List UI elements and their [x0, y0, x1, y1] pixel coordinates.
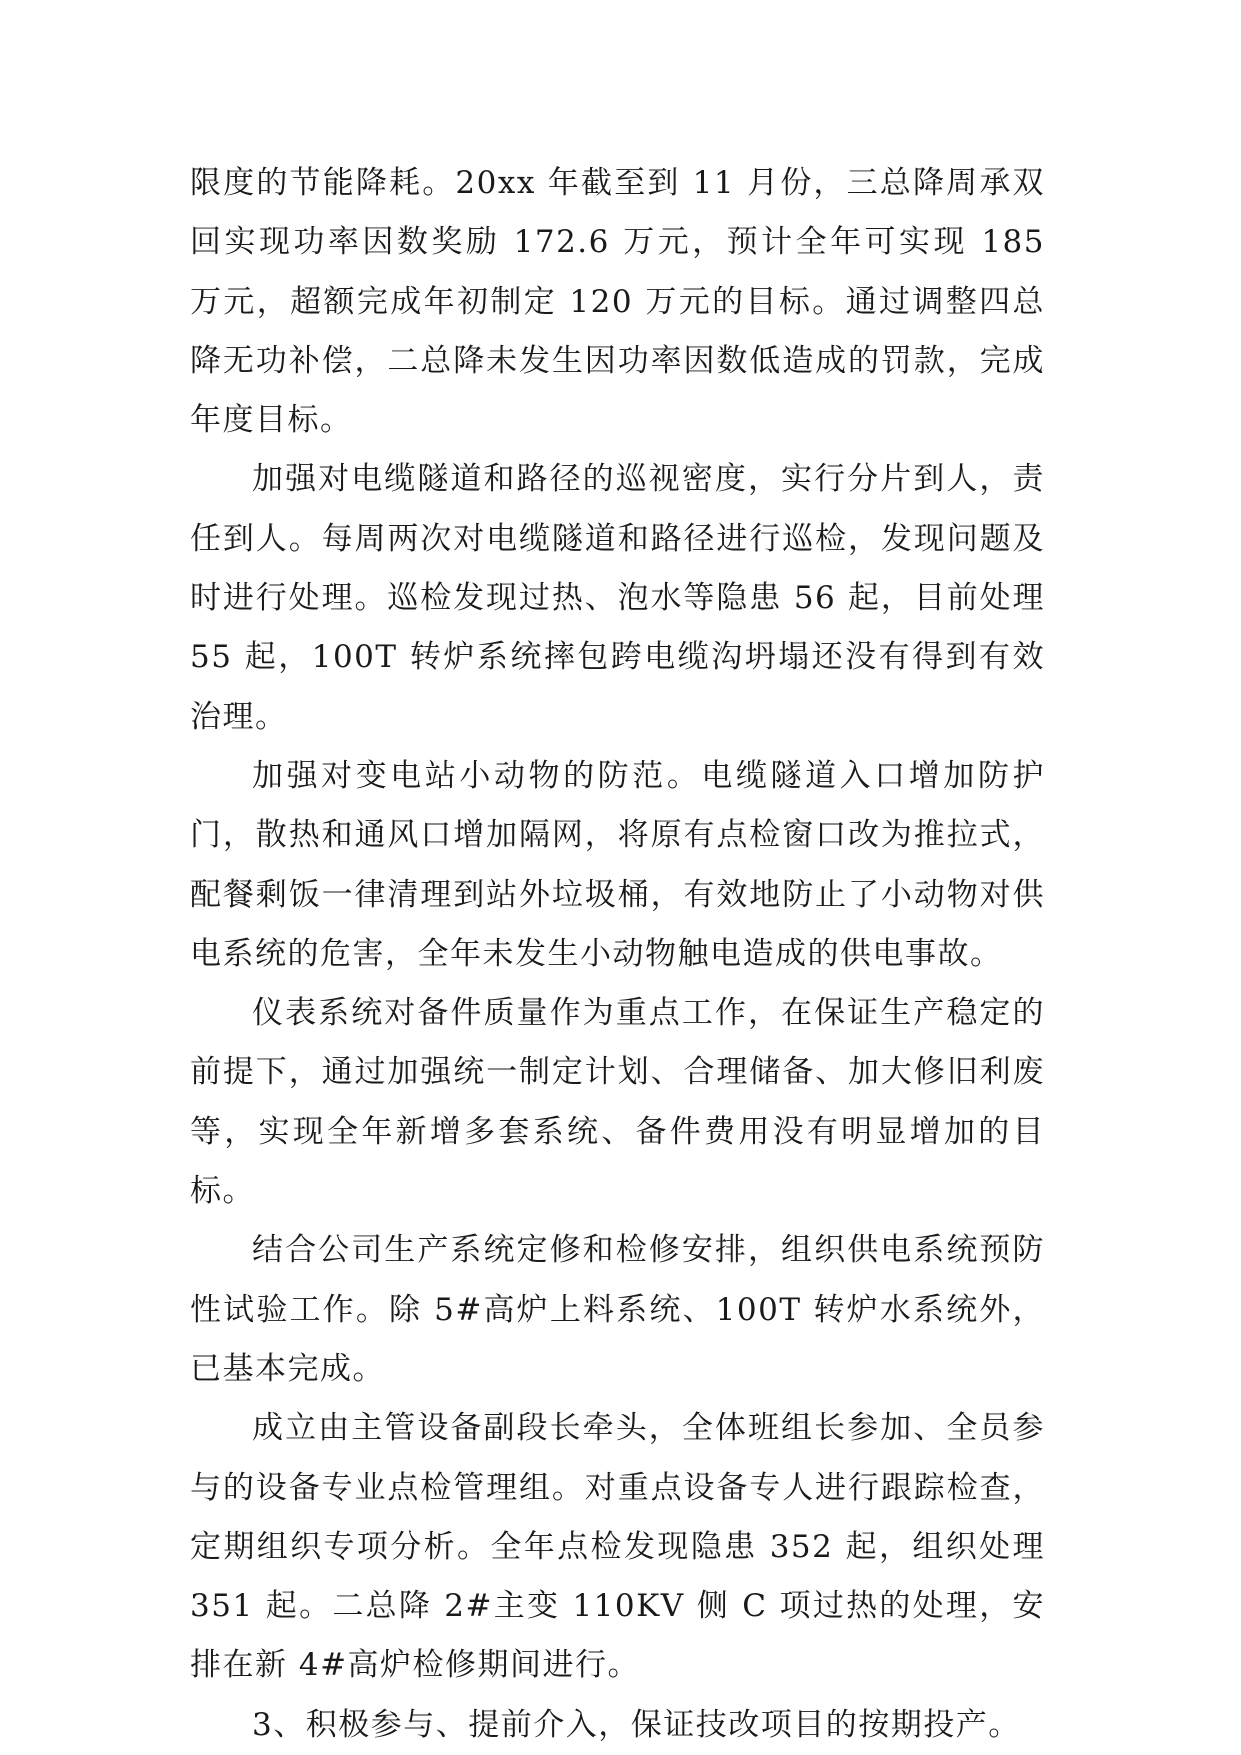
paragraph-preventive-testing: 结合公司生产系统定修和检修安排，组织供电系统预防性试验工作。除 5#高炉上料系统、100T 转炉水系统外，已基本完成。 — [190, 1232, 1045, 1387]
paragraph-inspection-management: 成立由主管设备副段长牵头，全体班组长参加、全员参与的设备专业点检管理组。对重点设备专人进行跟踪检查，定期组织专项分析。全年点检发现隐患 352 起，组织处理 351 起。二总降 2#主变 110KV 侧 C 项过热的处理，安排在新 4#高炉检修期间进行。 — [190, 1410, 1045, 1684]
paragraph-small-animal-prevention: 加强对变电站小动物的防范。电缆隧道入口增加防护门，散热和通风口增加隔网，将原有点检窗口改为推拉式，配餐剩饭一律清理到站外垃圾桶，有效地防止了小动物对供电系统的危害，全年未发生小动物触电造成的供电事故。 — [190, 757, 1045, 972]
document-body — [190, 154, 1045, 1755]
section-heading-3: 3、积极参与、提前介入，保证技改项目的按期投产。 — [252, 1706, 1021, 1743]
paragraph-cable-tunnel-inspection: 加强对电缆隧道和路径的巡视密度，实行分片到人，责任到人。每周两次对电缆隧道和路径进行巡检，发现问题及时进行处理。巡检发现过热、泡水等隐患 56 起，目前处理 55 起，100T 转炉系统摔包跨电缆沟坍塌还没有得到有效治理。 — [190, 461, 1045, 735]
paragraph-instrument-spare-parts: 仪表系统对备件质量作为重点工作，在保证生产稳定的前提下，通过加强统一制定计划、合理储备、加大修旧利废等，实现全年新增多套系统、备件费用没有明显增加的目标。 — [190, 995, 1045, 1210]
paragraph-continuation: 限度的节能降耗。20xx 年截至到 11 月份，三总降周承双回实现功率因数奖励 172.6 万元，预计全年可实现 185 万元，超额完成年初制定 120 万元的目标。通过调整四总降无功补偿，二总降未发生因功率因数低造成的罚款，完成年度目标。 — [190, 165, 1045, 439]
